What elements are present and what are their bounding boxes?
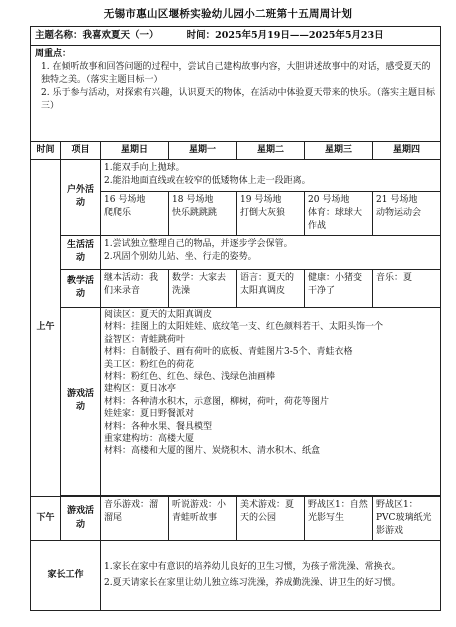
teaching-cell-sun: 继本活动：我们来录音 [101, 269, 169, 307]
games-line-12: 材料：高楼和大厦的图片、炭烧积木、清水积木、纸盒 [104, 446, 321, 457]
header-day-thu: 星期四 [373, 141, 441, 159]
teaching-cell-mon: 数学：大家去洗澡 [169, 269, 237, 307]
outdoor-label: 户外活动 [61, 159, 101, 235]
header-time: 时间 [31, 141, 61, 159]
life-item-2: 2.巩固个别幼儿站、坐、行走的姿势。 [104, 252, 257, 262]
document-title: 无锡市惠山区堰桥实验幼儿园小二班第十五周周计划 [103, 8, 353, 20]
theme-row [31, 27, 441, 46]
focus-item-1: 1. 在倾听故事和回答问题的过程中，尝试自己建构故事内容，大胆讲述故事中的对话，感受夏天的独特之美。（落实主题目标一） [41, 61, 431, 85]
parents-label: 家长工作 [31, 541, 101, 611]
games-line-8: 材料：各种清水积木，示意图，柳树，荷叶，荷花等图片 [104, 396, 330, 407]
header-day-mon: 星期一 [169, 141, 237, 159]
focus-heading: 周重点： [35, 48, 72, 59]
focus-item-2: 2. 乐于参与活动，对探索有兴趣，认识夏天的物体，在活动中体验夏天带来的快乐。（落实主题目标三） [41, 87, 435, 111]
header-day-sun: 星期日 [101, 141, 169, 159]
afternoon-cell-thu: 野战区1：PVC玻璃纸光影游戏 [373, 496, 441, 540]
teaching-cell-tue: 语言：夏天的太阳真调皮 [237, 269, 305, 307]
parents-row [31, 541, 441, 611]
afternoon-cell-mon: 听说游戏：小青蛙听故事 [169, 496, 237, 540]
weekly-plan-table [30, 26, 441, 611]
teaching-cell-wed: 健康：小猪变干净了 [305, 269, 373, 307]
afternoon-games-label: 游戏活动 [61, 496, 101, 540]
afternoon-label: 下午 [31, 496, 61, 540]
games-line-9: 娃娃家：夏日野餐派对 [104, 409, 195, 420]
outdoor-cell-wed: 20 号场地 体育：球球大作战 [305, 191, 373, 235]
header-item: 项目 [61, 141, 101, 159]
outdoor-goal-2: 2.能沿地面直线或在较窄的低矮物体上走一段距离。 [104, 175, 311, 186]
header-row [31, 141, 441, 159]
life-item-1: 1.尝试独立整理自己的物品，并逐步学会保管。 [104, 238, 293, 249]
games-line-7: 建构区：夏日冰亭 [104, 384, 177, 395]
games-label: 游戏活动 [61, 307, 101, 495]
life-label: 生活活动 [61, 235, 101, 269]
teaching-cell-thu: 音乐：夏 [373, 269, 441, 307]
theme-name: 我喜欢夏天（一） [82, 30, 159, 41]
theme-label: 主题名称： [35, 30, 83, 41]
games-line-5: 美工区：粉红色的荷花 [104, 359, 195, 370]
focus-row [31, 45, 441, 141]
games-line-4: 材料：自制骰子、画有荷叶的底板、青蛙图片3-5个、青蛙衣格 [104, 347, 353, 358]
header-day-wed: 星期三 [305, 141, 373, 159]
games-line-3: 益智区：青蛙跳荷叶 [104, 334, 186, 345]
time-range: 2025年5月19日——2025年5月23日 [215, 30, 384, 41]
teaching-label: 教学活动 [61, 269, 101, 307]
parents-item-1: 1.家长在家中有意识的培养幼儿良好的卫生习惯，为孩子常洗澡、常换衣。 [104, 562, 401, 573]
games-row [31, 307, 441, 495]
games-line-1: 阅读区：夏天的太阳真调皮 [104, 309, 213, 320]
outdoor-goals-row [31, 159, 441, 191]
games-line-10: 材料：各种水果、餐具模型 [104, 421, 213, 432]
life-row [31, 235, 441, 269]
outdoor-cell-thu: 21 号场地 动物运动会 [373, 191, 441, 235]
games-line-11: 重家建构坊：高楼大厦 [104, 434, 195, 445]
outdoor-cell-tue: 19 号场地 打倒大灰狼 [237, 191, 305, 235]
outdoor-cell-mon: 18 号场地 快乐跳跳跳 [169, 191, 237, 235]
outdoor-cell-sun: 16 号场地 爬爬乐 [101, 191, 169, 235]
afternoon-row [31, 496, 441, 540]
parents-item-2: 2.夏天请家长在家里让幼儿独立练习洗澡，养成勤洗澡、讲卫生的好习惯。 [104, 578, 401, 589]
header-day-tue: 星期二 [237, 141, 305, 159]
games-line-6: 材料：粉红色、红色、绿色、浅绿色油画棒 [104, 371, 276, 382]
afternoon-cell-wed: 野战区1：自然光影写生 [305, 496, 373, 540]
games-line-2: 材料：挂图上的太阳娃娃、底纹笔一支、红色颜料若干、太阳头饰一个 [104, 322, 384, 333]
morning-label: 上午 [31, 159, 61, 496]
time-label: 时间： [186, 30, 216, 41]
outdoor-goal-1: 1.能双手向上抛球。 [104, 162, 185, 173]
afternoon-cell-sun: 音乐游戏：溜溜尾 [101, 496, 169, 540]
teaching-row [31, 269, 441, 307]
afternoon-cell-tue: 美术游戏：夏天的公园 [237, 496, 305, 540]
